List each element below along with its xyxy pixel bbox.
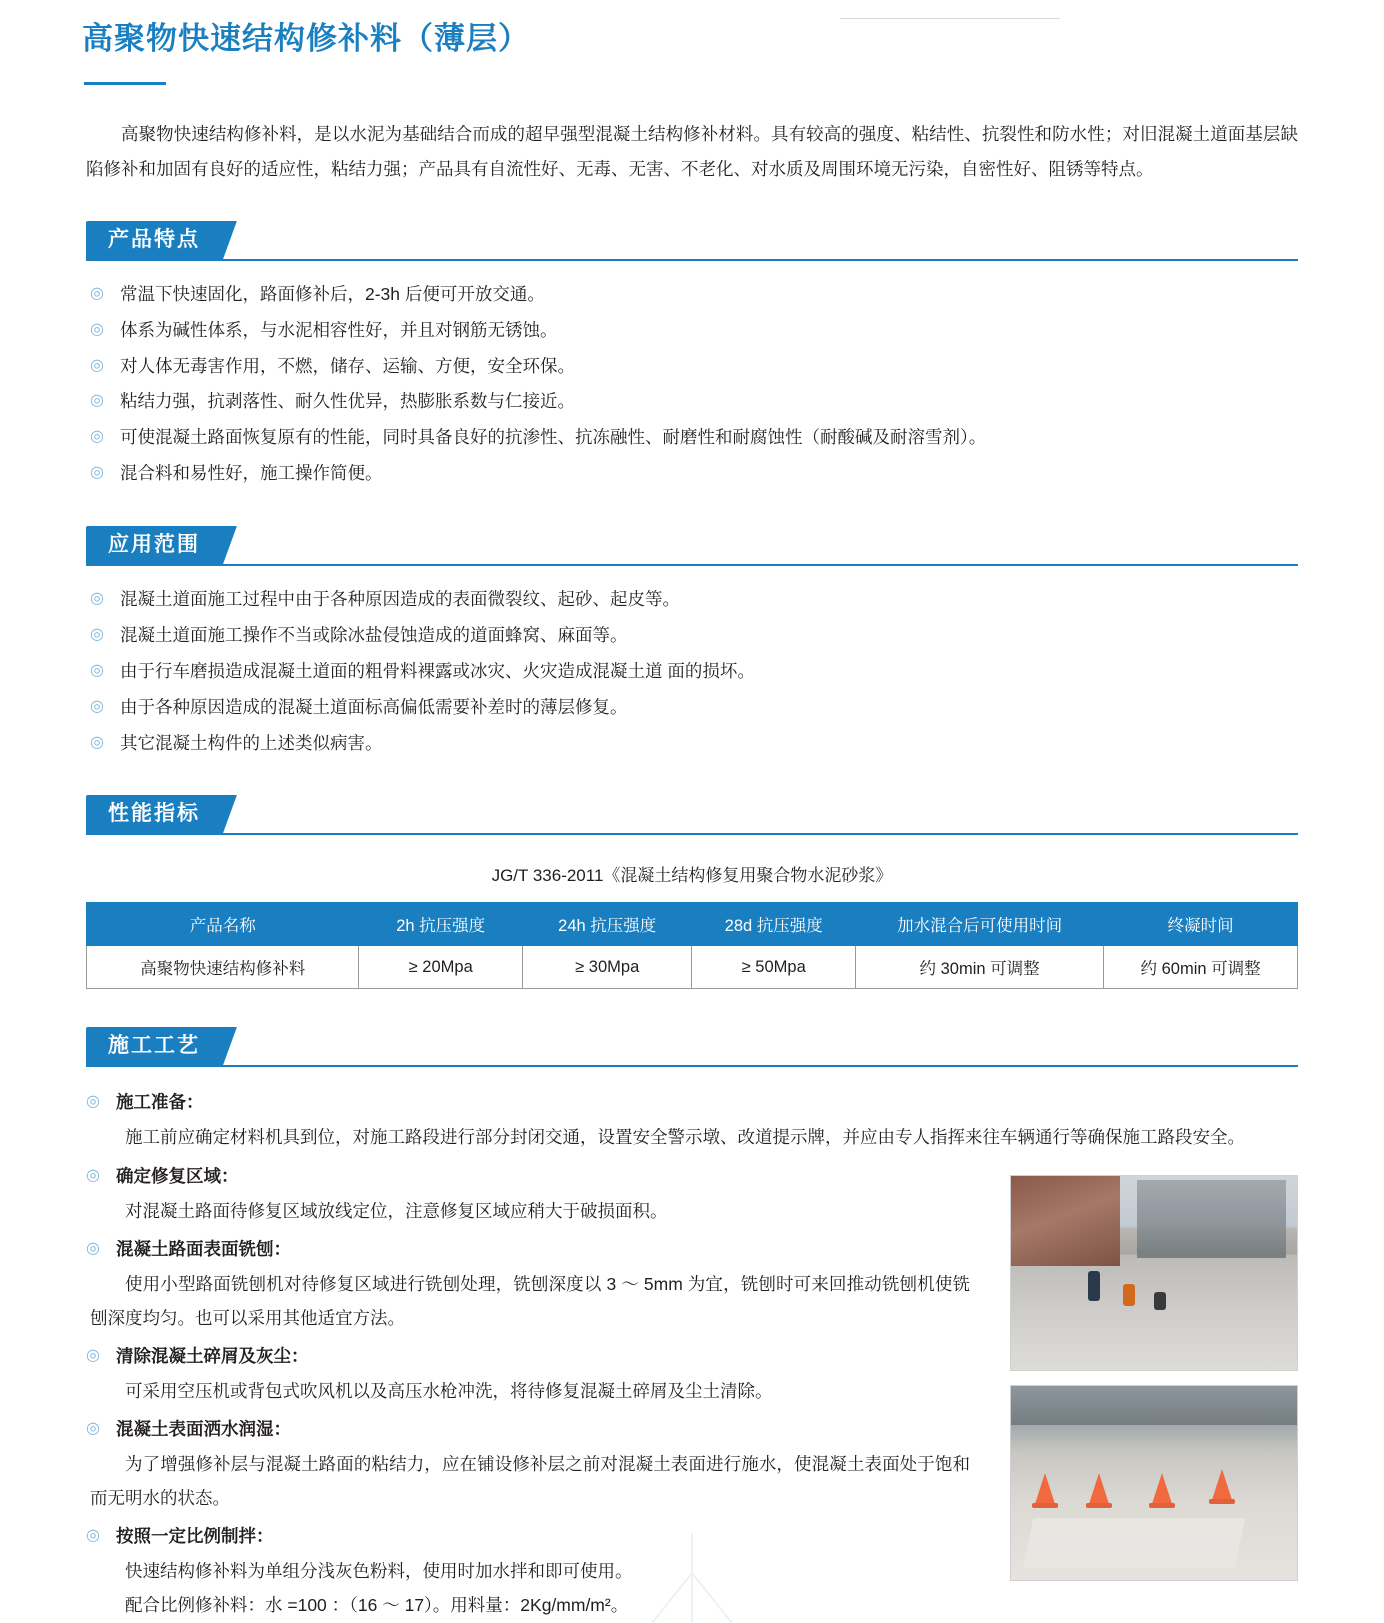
list-item (90, 313, 1298, 349)
circle-outline-icon: ◎ (86, 1420, 100, 1438)
circle-outline-icon: ◎ (86, 1527, 100, 1545)
traffic-cone-icon (1034, 1473, 1056, 1507)
process-step-label: 确定修复区域： (116, 1165, 239, 1186)
circle-outline-icon: ◎ (90, 320, 104, 338)
table-header-cell: 2h 抗压强度 (359, 903, 522, 946)
circle-outline-icon: ◎ (86, 1346, 100, 1364)
list-item (90, 582, 1298, 618)
circle-outline-icon: ◎ (90, 284, 104, 302)
process-step-title (86, 1085, 1298, 1120)
list-item (90, 654, 1298, 690)
circle-outline-icon: ◎ (86, 1093, 100, 1111)
list-item (90, 726, 1298, 762)
process-step-body: 施工前应确定材料机具到位，对施工路段进行部分封闭交通，设置安全警示墩、改道提示牌，并应由专人指挥来往车辆通行等确保施工路段安全。 (125, 1127, 1245, 1148)
section-title-features: 产品特点 (86, 221, 222, 260)
section-header-scope (86, 526, 1298, 566)
list-item-label: 由于行车磨损造成混凝土道面的粗骨料裸露或冰灾、火灾造成混凝土道 面的损坏。 (120, 660, 755, 681)
process-step-title (86, 1412, 1298, 1447)
list-item-label: 混凝土道面施工操作不当或除冰盐侵蚀造成的道面蜂窝、麻面等。 (120, 624, 628, 645)
list-item (90, 456, 1298, 492)
process-step-title (86, 1232, 1298, 1267)
list-item-label: 对人体无毒害作用，不燃，储存、运输、方便，安全环保。 (120, 355, 575, 376)
worker-figure (1154, 1292, 1166, 1310)
table-row (87, 946, 1298, 989)
intro-paragraph: 高聚物快速结构修补料，是以水泥为基础结合而成的超早强型混凝土结构修补材料。具有较高的强度、粘结性、抗裂性和防水性；对旧混凝土道面基层缺陷修补和加固有良好的适应性，粘结力强；产品具有自流性好、无毒、无害、不老化、对水质及周围环境无污染，自密性好、阻锈等特点。 (86, 123, 1298, 179)
table-header-row (87, 903, 1298, 946)
process-step-title (86, 1339, 1298, 1374)
circle-outline-icon: ◎ (90, 733, 104, 751)
list-item-label: 体系为碱性体系，与水泥相容性好，并且对钢筋无锈蚀。 (120, 319, 558, 340)
worker-figure (1123, 1284, 1135, 1306)
process-steps (86, 1085, 1298, 1622)
process-step-label: 混凝土表面洒水润湿： (116, 1419, 291, 1440)
list-item (90, 277, 1298, 313)
list-item-label: 混合料和易性好，施工操作简便。 (120, 463, 383, 484)
circle-outline-icon: ◎ (90, 697, 104, 715)
table-cell: ≥ 50Mpa (692, 946, 855, 989)
table-header-cell: 加水混合后可使用时间 (855, 903, 1103, 946)
process-step-body: 对混凝土路面待修复区域放线定位，注意修复区域应稍大于破损面积。 (125, 1200, 668, 1221)
standard-reference: JG/T 336-2011《混凝土结构修复用聚合物水泥砂浆》 (491, 866, 893, 886)
process-step-body: 可采用空压机或背包式吹风机以及高压水枪冲洗，将待修复混凝土碎屑及尘土清除。 (125, 1380, 773, 1401)
performance-table (86, 902, 1298, 989)
table-cell: 高聚物快速结构修补料 (87, 946, 359, 989)
list-item (90, 690, 1298, 726)
title-underline (84, 82, 166, 85)
header-hairline (840, 18, 1060, 19)
circle-outline-icon: ◎ (90, 625, 104, 643)
list-item (90, 420, 1298, 456)
section-title-performance: 性能指标 (86, 795, 222, 834)
table-cell: 约 30min 可调整 (855, 946, 1103, 989)
process-step-body-extra: 配合比例修补料：水 =100 ：（16 ～ 17）。用料量：2Kg/mm/m²。 (125, 1595, 629, 1616)
section-rule (86, 1065, 1298, 1067)
worker-figure (1088, 1271, 1100, 1301)
page-title: 高聚物快速结构修补料（薄层） (82, 21, 530, 56)
list-item-label: 粘结力强，抗剥落性、耐久性优异，热膨胀系数与仁接近。 (120, 391, 575, 412)
list-item (90, 618, 1298, 654)
section-header-performance (86, 795, 1298, 835)
process-step-label: 施工准备： (116, 1092, 204, 1113)
traffic-cone-icon (1151, 1473, 1173, 1507)
table-header-cell: 28d 抗压强度 (692, 903, 855, 946)
table-header-cell: 24h 抗压强度 (522, 903, 692, 946)
process-step-body: 快速结构修补料为单组分浅灰色粉料，使用时加水拌和即可使用。 (125, 1561, 633, 1582)
section-title-scope: 应用范围 (86, 526, 222, 565)
circle-outline-icon: ◎ (90, 661, 104, 679)
process-step-label: 混凝土路面表面铣刨： (116, 1238, 291, 1259)
section-title-process: 施工工艺 (86, 1027, 222, 1066)
table-cell: ≥ 30Mpa (522, 946, 692, 989)
scope-list (90, 582, 1298, 761)
circle-outline-icon: ◎ (90, 590, 104, 608)
process-step-body: 使用小型路面铣刨机对待修复区域进行铣刨处理，铣刨深度以 3 ～ 5mm 为宜，铣刨时可来回推动铣刨机使铣刨深度均匀。也可以采用其他适宜方法。 (90, 1273, 970, 1328)
list-item-label: 其它混凝土构件的上述类似病害。 (120, 732, 383, 753)
table-header-cell: 产品名称 (87, 903, 359, 946)
circle-outline-icon: ◎ (90, 428, 104, 446)
section-header-features (86, 221, 1298, 261)
table-cell: 约 60min 可调整 (1104, 946, 1298, 989)
process-content (86, 1085, 1298, 1622)
section-rule (86, 833, 1298, 835)
traffic-cone-icon (1088, 1473, 1110, 1507)
list-item (90, 384, 1298, 420)
circle-outline-icon: ◎ (86, 1239, 100, 1257)
section-header-process (86, 1027, 1298, 1067)
circle-outline-icon: ◎ (90, 392, 104, 410)
process-step-label: 清除混凝土碎屑及灰尘： (116, 1345, 309, 1366)
list-item (90, 349, 1298, 385)
list-item-label: 可使混凝土路面恢复原有的性能，同时具备良好的抗渗性、抗冻融性、耐磨性和耐腐蚀性（耐酸碱及耐溶雪剂）。 (120, 427, 987, 448)
table-cell: ≥ 20Mpa (359, 946, 522, 989)
list-item-label: 常温下快速固化，路面修补后，2-3h 后便可开放交通。 (120, 283, 545, 304)
document-page (0, 18, 1384, 1623)
process-step-label: 按照一定比例制拌： (116, 1526, 274, 1547)
section-rule (86, 564, 1298, 566)
circle-outline-icon: ◎ (90, 356, 104, 374)
table-header-cell: 终凝时间 (1104, 903, 1298, 946)
features-list (90, 277, 1298, 492)
list-item-label: 混凝土道面施工过程中由于各种原因造成的表面微裂纹、起砂、起皮等。 (120, 589, 680, 610)
circle-outline-icon: ◎ (90, 464, 104, 482)
circle-outline-icon: ◎ (86, 1166, 100, 1184)
list-item-label: 由于各种原因造成的混凝土道面标高偏低需要补差时的薄层修复。 (120, 696, 628, 717)
process-step-title (86, 1159, 1298, 1194)
traffic-cone-icon (1211, 1469, 1233, 1503)
section-rule (86, 259, 1298, 261)
process-step-body: 为了增强修补层与混凝土路面的粘结力，应在铺设修补层之前对混凝土表面进行施水，使混凝土表面处于饱和而无明水的状态。 (90, 1454, 970, 1509)
process-step-title (86, 1519, 1298, 1554)
